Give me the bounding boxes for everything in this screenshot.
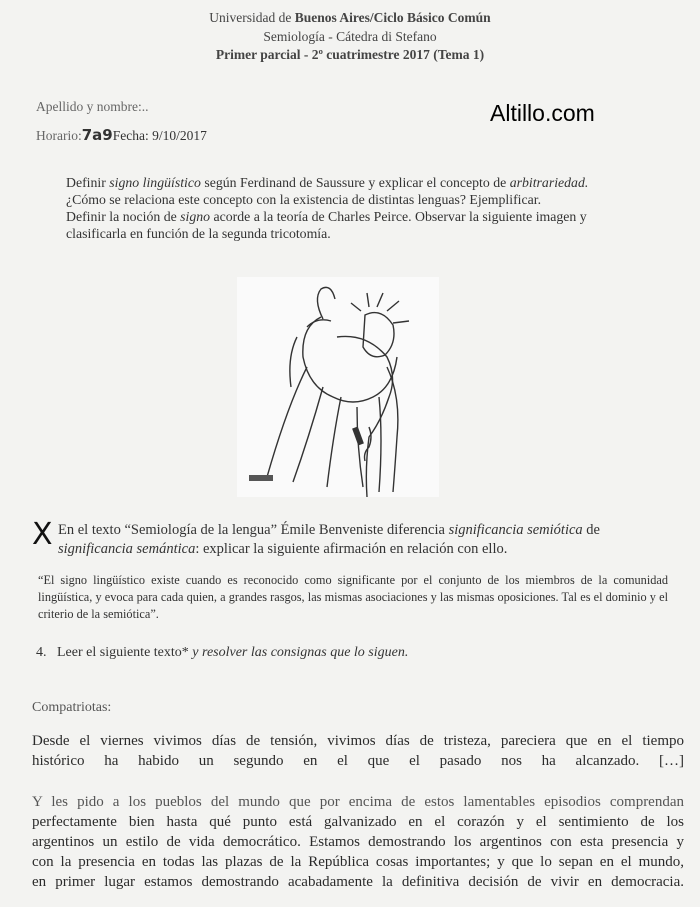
q1-line: ¿Cómo se relaciona este concepto con la existencia de distintas lenguas? Ejemplificar. [66,192,542,207]
header-exam [0,47,700,63]
header-exam-text: Primer parcial - 2º cuatrimestre 2017 [215,47,434,62]
passage-line: Desde el viernes vivimos días de tensión, vivimos días de tristeza, pareciera que en el tiempo [32,733,684,749]
q3-text: En el texto “Semiología de la lengua” Émile Benveniste diferencia [58,522,449,538]
date-label: Fecha: 9/10/2017 [112,128,207,143]
header-text: Universidad de [209,10,295,25]
q1-text-italic: signo lingüístico [109,175,201,190]
passage-line: Y les pido a los pueblos del mundo que por encima de estos lamentables episodios comprendan [32,794,684,810]
passage-line: argentinos un estilo de vida democrático. Estamos demostrando los argentinos con esta presencia y [32,834,684,850]
q2-line [66,208,686,225]
q3-line [58,540,678,559]
schedule-handwritten: 7a9 [81,126,113,144]
question-4 [36,644,408,661]
q2-text-italic: signo [180,209,211,224]
cartoon-image [237,277,439,497]
q3-text: : explicar la siguiente afirmación en relación con ello. [195,541,508,557]
q2-text: Definir la noción de [66,209,181,224]
q4-number: 4. [36,645,47,660]
passage-line: perfectamente bien hasta qué punto está galvanizado en el corazón y el sentimiento de los [32,814,684,830]
q1-text: Definir [66,175,110,190]
schedule-label: Horario: [36,128,82,143]
q1-text-italic: arbitrariedad. [509,175,589,190]
passage-line: en primer lugar estamos demostrando acabadamente la definitiva decisión de vivir en democracia. [32,874,684,890]
question-3 [58,521,678,559]
q3-text: de [582,522,600,538]
q2-text: acorde a la teoría de Charles Peirce. Observar la siguiente imagen y [210,209,587,224]
passage-line: histórico ha habido un segundo en el que el pasado nos ha alcanzado. […] [32,753,684,769]
q2-line: clasificarla en función de la segunda tricotomía. [66,226,331,241]
q3-line [58,521,678,540]
question-1 [66,174,686,242]
header-university [0,10,700,26]
header-exam-tema: (Tema 1) [433,47,485,62]
q3-text-italic: significancia semiótica [448,522,583,538]
header-subject: Semiología - Cátedra di Stefano [263,29,437,44]
watermark: Altillo.com [490,100,595,126]
q4-text: Leer el siguiente texto* [57,645,193,660]
statue-of-liberty-embrace-drawing [237,277,439,497]
schedule-date-line [36,126,207,144]
q4-text-italic: y resolver las consignas que lo siguen. [192,645,409,660]
q1-text: según Ferdinand de Saussure y explicar el concepto de [200,175,510,190]
name-label: Apellido y nombre:.. [36,99,149,114]
passage-line: con la presencia en todas las plazas de la República cosas importantes; y que lo sepan en el mundo, [32,854,684,870]
q3-text-italic: significancia semántica [58,541,196,557]
header-text-bold: Buenos Aires/Ciclo Básico Común [294,10,491,25]
q1-line [66,174,686,191]
passage-salutation: Compatriotas: [32,700,112,715]
benveniste-quote: “El signo lingüístico existe cuando es reconocido como significante por el conjunto de los miembros de la comunidad lingüística, y evoca para cada quien, a grandes rasgos, las mismas asociaciones y las mismas oposiciones. Tal es el dominio y el criterio de la semiótica”. [38,573,668,621]
crossed-mark: X [32,517,53,552]
